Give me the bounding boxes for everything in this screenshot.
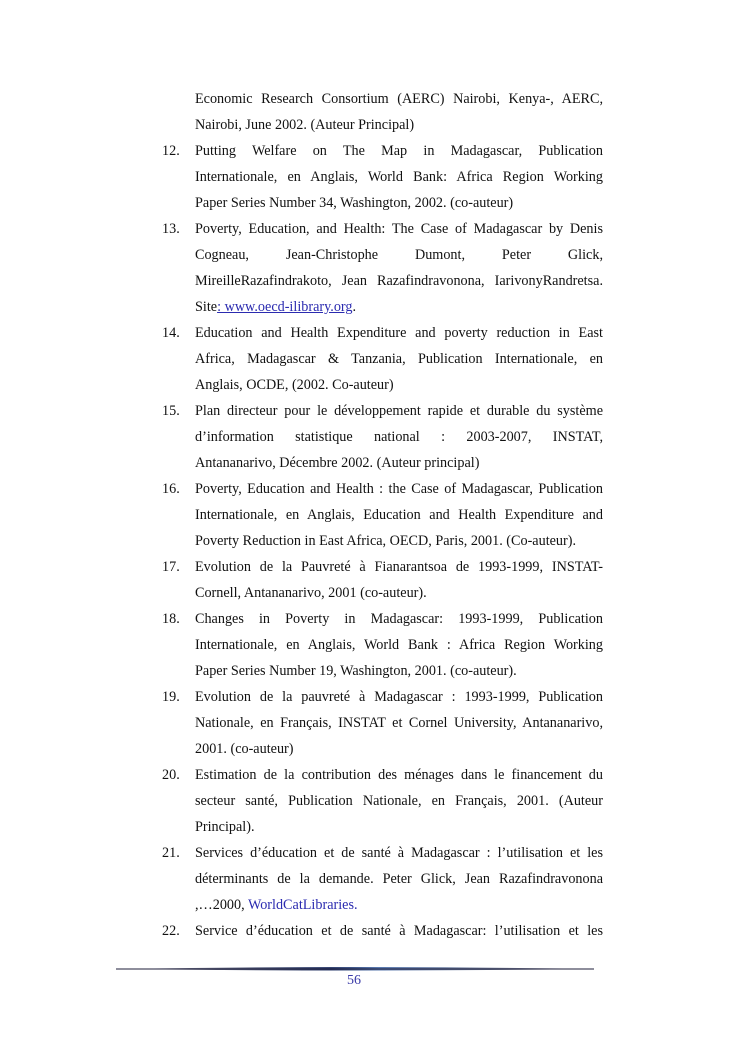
entry-line: secteur santé, Publication Nationale, en Français, 2001. (Auteur bbox=[195, 793, 603, 809]
continuation-line: Economic Research Consortium (AERC) Nairobi, Kenya-, AERC, bbox=[195, 91, 603, 107]
entry-line: Education and Health Expenditure and poverty reduction in East bbox=[195, 325, 603, 341]
entry-tail-text: ,…2000, bbox=[195, 897, 248, 913]
entry-line: Cornell, Antananarivo, 2001 (co-auteur). bbox=[195, 585, 427, 601]
entry-line: Africa, Madagascar & Tanzania, Publication Internationale, en bbox=[195, 351, 603, 367]
entry-line: Evolution de la pauvreté à Madagascar : 1993-1999, Publication bbox=[195, 689, 603, 705]
entry-line bbox=[195, 892, 603, 918]
entry-number: 17. bbox=[162, 559, 180, 575]
site-end: . bbox=[352, 299, 357, 315]
entry-line: Evolution de la Pauvreté à Fianarantsoa de 1993-1999, INSTAT- bbox=[195, 559, 603, 575]
entry-number: 18. bbox=[162, 611, 180, 627]
entry-number: 12. bbox=[162, 143, 180, 159]
entry-line: déterminants de la demande. Peter Glick, Jean Razafindravonona bbox=[195, 871, 603, 887]
continuation-line: Nairobi, June 2002. (Auteur Principal) bbox=[195, 117, 415, 133]
entry-line: Paper Series Number 34, Washington, 2002. (co-auteur) bbox=[195, 195, 514, 211]
entry-line: Estimation de la contribution des ménages dans le financement du bbox=[195, 767, 603, 783]
worldcat-libraries-link[interactable]: WorldCatLibraries. bbox=[247, 897, 358, 913]
entry-line: Principal). bbox=[195, 819, 255, 835]
entry-line bbox=[195, 294, 603, 320]
oecd-library-link[interactable]: : www.oecd-ilibrary.org bbox=[217, 299, 353, 315]
entry-line: Services d’éducation et de santé à Madagascar : l’utilisation et les bbox=[195, 845, 603, 861]
entry-line: MireilleRazafindrakoto, Jean Razafindravonona, IarivonyRandretsa. bbox=[195, 273, 603, 289]
entry-line: Internationale, en Anglais, World Bank : Africa Region Working bbox=[195, 637, 603, 653]
entry-number: 21. bbox=[162, 845, 180, 861]
site-label: Site bbox=[195, 299, 218, 315]
entry-number: 22. bbox=[162, 923, 180, 939]
entry-number: 14. bbox=[162, 325, 180, 341]
entry-number: 20. bbox=[162, 767, 180, 783]
entry-line: Internationale, en Anglais, World Bank: Africa Region Working bbox=[195, 169, 603, 185]
entry-line: Service d’éducation et de santé à Madagascar: l’utilisation et les bbox=[195, 923, 603, 939]
entry-number: 19. bbox=[162, 689, 180, 705]
entry-line: Changes in Poverty in Madagascar: 1993-1999, Publication bbox=[195, 611, 603, 627]
entry-number: 13. bbox=[162, 221, 180, 237]
entry-line: Antananarivo, Décembre 2002. (Auteur principal) bbox=[195, 455, 480, 471]
page-number: 56 bbox=[347, 973, 361, 988]
entry-line: Nationale, en Français, INSTAT et Cornel University, Antananarivo, bbox=[195, 715, 603, 731]
entry-line: Paper Series Number 19, Washington, 2001. (co-auteur). bbox=[195, 663, 517, 679]
entry-line: Internationale, en Anglais, Education and Health Expenditure and bbox=[195, 507, 603, 523]
entry-number: 16. bbox=[162, 481, 180, 497]
entry-line: Anglais, OCDE, (2002. Co-auteur) bbox=[195, 377, 394, 393]
entry-line: 2001. (co-auteur) bbox=[195, 741, 294, 757]
entry-line: Poverty, Education, and Health: The Case of Madagascar by Denis bbox=[195, 221, 603, 237]
entry-line: Poverty, Education and Health : the Case of Madagascar, Publication bbox=[195, 481, 603, 497]
entry-line: Poverty Reduction in East Africa, OECD, Paris, 2001. (Co-auteur). bbox=[195, 533, 577, 549]
entry-line: Putting Welfare on The Map in Madagascar, Publication bbox=[195, 143, 603, 159]
entry-number: 15. bbox=[162, 403, 180, 419]
entry-line: Cogneau, Jean-Christophe Dumont, Peter Glick, bbox=[195, 247, 603, 263]
entry-line: d’information statistique national : 2003-2007, INSTAT, bbox=[195, 429, 603, 445]
entry-line: Plan directeur pour le développement rapide et durable du système bbox=[195, 403, 603, 419]
